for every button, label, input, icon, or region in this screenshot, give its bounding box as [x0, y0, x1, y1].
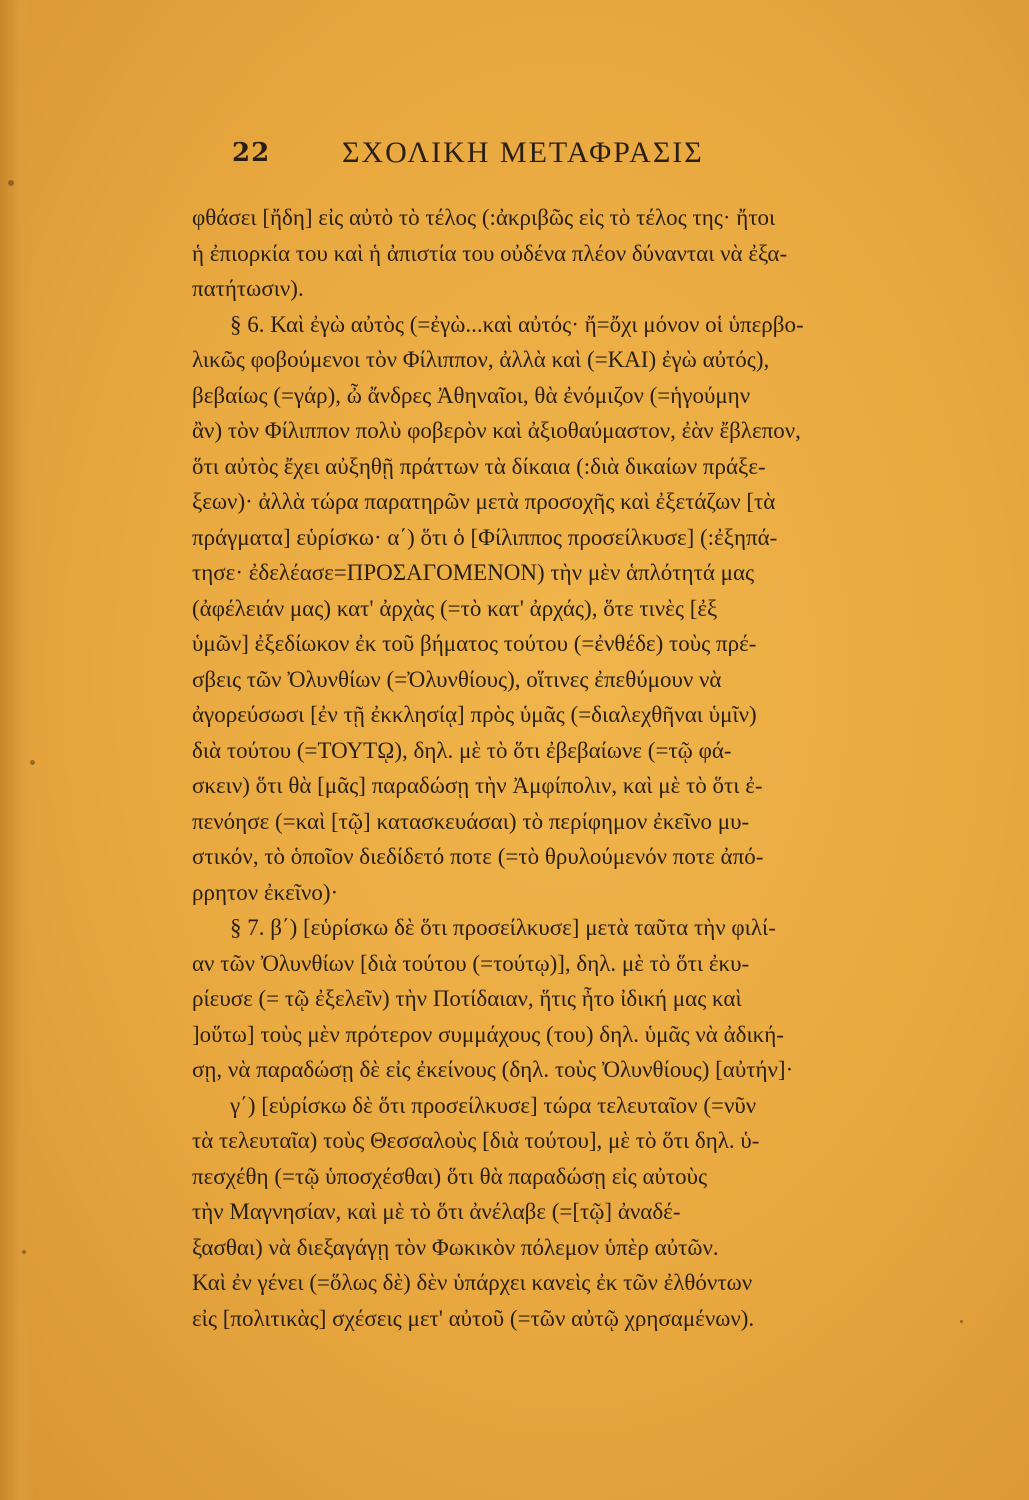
- running-title: ΣΧΟΛΙΚΗ ΜΕΤΑΦΡΑΣΙΣ: [342, 136, 704, 169]
- text-line: εἰς [πολιτικὰς] σχέσεις μετ' αὐτοῦ (=τῶν αὐτῷ χρησαμένων).: [192, 1305, 755, 1331]
- text-line: διὰ τούτου (=ΤΟΥΤῼ), δηλ. μὲ τὸ ὅτι ἐβεβαίωνε (=τῷ φά-: [192, 737, 732, 763]
- text-line: βεβαίως (=γάρ), ὦ ἄνδρες Ἀθηναῖοι, θὰ ἐνόμιζον (=ἡγούμην: [192, 382, 751, 408]
- text-line: ρίευσε (= τῷ ἐξελεῖν) τὴν Ποτίδαιαν, ἥτις ἦτο ἰδική μας καὶ: [192, 986, 742, 1011]
- paper-speck: [30, 760, 35, 765]
- text-line: λικῶς φοβούμενοι τὸν Φίλιππον, ἀλλὰ καὶ (=ΚΑΙ) ἐγὼ αὐτός),: [192, 347, 770, 372]
- text-line: αν τῶν Ὀλυνθίων [διὰ τούτου (=τούτῳ)], δηλ. μὲ τὸ ὅτι ἐκυ-: [192, 950, 750, 976]
- text-line: ]οὕτω] τοὺς μὲν πρότερον συμμάχους (του) δηλ. ὑμᾶς νὰ ἀδική-: [192, 1021, 784, 1047]
- paper-speck: [960, 1320, 963, 1323]
- paper-speck: [22, 1250, 26, 1254]
- text-line: ξασθαι) νὰ διεξαγάγῃ τὸν Φωκικὸν πόλεμον ὑπὲρ αὐτῶν.: [192, 1234, 719, 1260]
- text-line: ξεων)· ἀλλὰ τώρα παρατηρῶν μετὰ προσοχῆς καὶ ἐξετάζων [τὰ: [192, 489, 776, 514]
- text-line: τησε· ἐδελέασε=ΠΡΟΣΑΓΟΜΕΝΟΝ) τὴν μὲν ἁπλότητά μας: [192, 560, 755, 585]
- text-line: πράγματα] εὑρίσκω· α΄) ὅτι ὁ [Φίλιππος προσείλκυσε] (:ἐξηπά-: [192, 524, 778, 550]
- text-line: Καὶ ἐν γένει (=ὅλως δὲ) δὲν ὑπάρχει κανεὶς ἐκ τῶν ἐλθόντων: [192, 1270, 753, 1295]
- body-text: [192, 200, 918, 1336]
- text-line: φθάσει [ἤδη] εἰς αὐτὸ τὸ τέλος (:ἀκριβῶς εἰς τὸ τέλος της· ἤτοι: [192, 205, 776, 230]
- text-line: ὑμῶν] ἐξεδίωκον ἐκ τοῦ βήματος τούτου (=ἐνθέδε) τοὺς πρέ-: [192, 631, 757, 656]
- paragraph-start-line: § 6. Καὶ ἐγὼ αὐτὸς (=ἐγὼ...καὶ αὐτός· ἤ=ὄχι μόνον οἱ ὑπερβο-: [230, 311, 804, 337]
- text-line: πεσχέθη (=τῷ ὑποσχέσθαι) ὅτι θὰ παραδώσῃ εἰς αὐτοὺς: [192, 1163, 708, 1189]
- text-line: ἂν) τὸν Φίλιππον πολὺ φοβερὸν καὶ ἀξιοθαύμαστον, ἐὰν ἔβλεπον,: [192, 418, 801, 443]
- text-line: πατήτωσιν).: [192, 276, 304, 301]
- paragraph-start-line: § 7. β΄) [εὑρίσκω δὲ ὅτι προσείλκυσε] μετὰ ταῦτα τὴν φιλί-: [230, 915, 776, 940]
- page-number: 22: [232, 138, 271, 168]
- text-line: σκειν) ὅτι θὰ [μᾶς] παραδώσῃ τὴν Ἀμφίπολιν, καὶ μὲ τὸ ὅτι ἐ-: [192, 773, 763, 798]
- text-line: ρρητον ἐκεῖνο)·: [192, 879, 339, 905]
- text-line: σῃ, νὰ παραδώσῃ δὲ εἰς ἐκείνους (δηλ. τοὺς Ὀλυνθίους) [αὐτήν]·: [192, 1057, 794, 1082]
- paragraph-start-line: γ΄) [εὑρίσκω δὲ ὅτι προσείλκυσε] τώρα τελευταῖον (=νῦν: [230, 1092, 757, 1118]
- page-left-edge: [0, 0, 34, 1500]
- text-line: στικόν, τὸ ὁποῖον διεδίδετό ποτε (=τὸ θρυλούμενόν ποτε ἀπό-: [192, 844, 764, 869]
- text-line: τὰ τελευταῖα) τοὺς Θεσσαλοὺς [διὰ τούτου], μὲ τὸ ὅτι δηλ. ὑ-: [192, 1128, 760, 1153]
- page-header: [232, 132, 752, 172]
- text-line: τὴν Μαγνησίαν, καὶ μὲ τὸ ὅτι ἀνέλαβε (=[τῷ] ἀναδέ-: [192, 1199, 681, 1224]
- text-line: ὅτι αὐτὸς ἔχει αὐξηθῇ πράττων τὰ δίκαια (:διὰ δικαίων πράξε-: [192, 453, 766, 479]
- text-line: (ἀφέλειάν μας) κατ' ἀρχὰς (=τὸ κατ' ἀρχάς), ὅτε τινὲς [ἐξ: [192, 595, 718, 621]
- text-line: σβεις τῶν Ὀλυνθίων (=Ὀλυνθίους), οἵτινες ἐπεθύμουν νὰ: [192, 666, 722, 692]
- text-line: πενόησε (=καὶ [τῷ] κατασκευάσαι) τὸ περίφημον ἐκεῖνο μυ-: [192, 808, 750, 834]
- paper-speck: [8, 180, 14, 186]
- text-line: ἀγορεύσωσι [ἐν τῇ ἐκκλησίᾳ] πρὸς ὑμᾶς (=διαλεχθῆναι ὑμῖν): [192, 702, 757, 727]
- text-line: ἡ ἐπιορκία του καὶ ἡ ἀπιστία του οὐδένα πλέον δύνανται νὰ ἐξα-: [192, 240, 788, 266]
